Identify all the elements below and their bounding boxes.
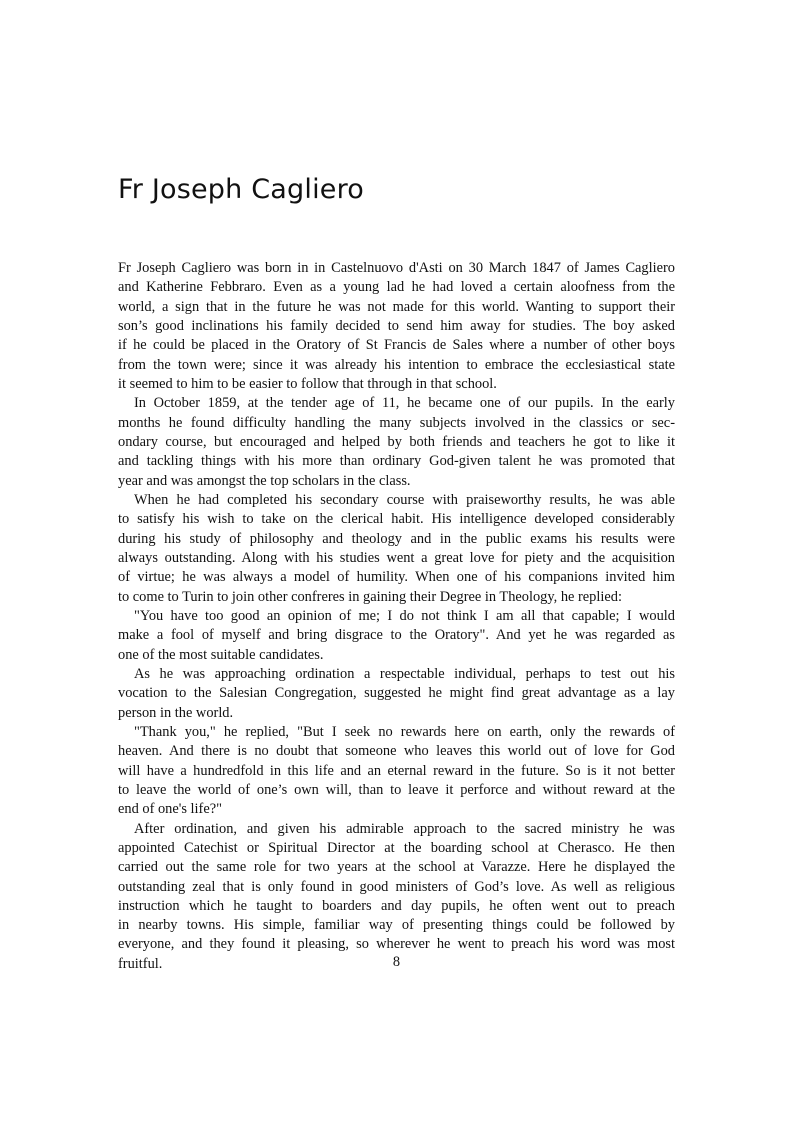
text-line: it seemed to him to be easier to follow that through in that school. — [118, 375, 497, 392]
text-line: son’s good inclinations his family decided to send him away for studies. The boy asked — [118, 317, 675, 334]
text-line: instruction which he taught to boarders and day pupils, he often went out to preach — [118, 897, 675, 914]
text-line: to leave the world of one’s own will, than to leave it perforce and without reward at the — [118, 781, 675, 798]
text-line: during his study of philosophy and theology and in the public exams his results were — [118, 530, 675, 547]
text-line: appointed Catechist or Spiritual Director at the boarding school at Cherasco. He then — [118, 839, 675, 856]
text-line: "You have too good an opinion of me; I do not think I am all that capable; I would — [134, 607, 675, 624]
text-line: fruitful. — [118, 955, 163, 972]
paragraph — [118, 723, 675, 820]
text-line: of virtue; he was always a model of humility. When one of his companions invited him — [118, 569, 675, 586]
paragraph — [118, 607, 675, 665]
text-line: always outstanding. Along with his studies went a great love for piety and the acquisition — [118, 549, 675, 566]
text-line: "Thank you," he replied, "But I seek no rewards here on earth, only the rewards of — [134, 723, 675, 740]
text-line: carried out the same role for two years at the school at Varazze. Here he displayed the — [118, 859, 675, 876]
text-line: to satisfy his wish to take on the clerical habit. His intelligence developed considerably — [118, 511, 675, 528]
text-line: Fr Joseph Cagliero was born in in Castelnuovo d'Asti on 30 March 1847 of James Cagliero — [118, 260, 675, 276]
text-line: outstanding zeal that is only found in good ministers of God’s love. As well as religious — [118, 878, 675, 895]
text-line: When he had completed his secondary course with praiseworthy results, he was able — [134, 491, 675, 508]
text-line: vocation to the Salesian Congregation, suggested he might find great advantage as a lay — [118, 685, 675, 702]
text-line: to come to Turin to join other confreres in gaining their Degree in Theology, he replied: — [118, 588, 622, 605]
page-title: Fr Joseph Cagliero — [118, 174, 365, 205]
text-line: if he could be placed in the Oratory of St Francis de Sales where a number of other boys — [118, 337, 675, 354]
text-line: As he was approaching ordination a respectable individual, perhaps to test out his — [134, 665, 675, 682]
text-line: and Katherine Febbraro. Even as a young lad he had loved a certain aloofness from the — [118, 279, 675, 296]
text-line: everyone, and they found it pleasing, so wherever he went to preach his word was most — [118, 936, 675, 953]
text-line: ondary course, but encouraged and helped by both friends and teachers he got to like it — [118, 433, 675, 450]
text-line: person in the world. — [118, 704, 234, 721]
text-line: months he found difficulty handling the many subjects involved in the classics or sec- — [118, 414, 675, 431]
text-line: will have a hundredfold in this life and an eternal reward in the future. So is it not better — [118, 762, 675, 779]
paragraph — [118, 491, 675, 607]
text-line: make a fool of myself and bring disgrace to the Oratory". And yet he was regarded as — [118, 627, 675, 644]
text-line: After ordination, and given his admirable approach to the sacred ministry he was — [134, 820, 675, 837]
text-line: heaven. And there is no doubt that someone who leaves this world out of love for God — [118, 743, 675, 760]
paragraph — [118, 820, 675, 975]
body-text — [118, 259, 675, 974]
text-line: one of the most suitable candidates. — [118, 646, 324, 663]
text-line: end of one's life?" — [118, 801, 222, 818]
text-line: in nearby towns. His simple, familiar way of presenting things could be followed by — [118, 917, 675, 934]
paragraph — [118, 665, 675, 723]
text-line: year and was amongst the top scholars in the class. — [118, 472, 411, 489]
paragraph — [118, 259, 675, 394]
text-line: world, a sign that in the future he was not made for this world. Wanting to support their — [118, 298, 675, 315]
paragraph — [118, 394, 675, 491]
page-number: 8 — [392, 954, 401, 970]
text-line: from the town were; since it was already his intention to embrace the ecclesiastical state — [118, 356, 675, 373]
text-line: and tackling things with his more than ordinary God-given talent he was promoted that — [118, 453, 675, 470]
text-line: In October 1859, at the tender age of 11, he became one of our pupils. In the early — [134, 395, 675, 412]
